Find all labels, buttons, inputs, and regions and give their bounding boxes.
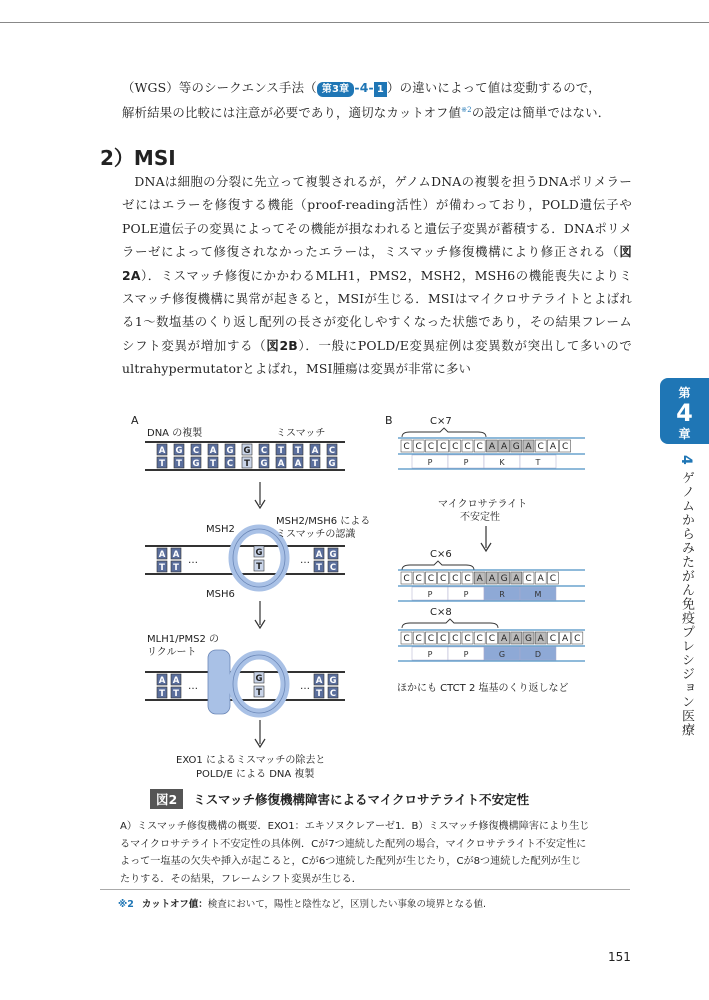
- base-letter: C: [329, 563, 337, 573]
- base-letter: A: [277, 459, 285, 469]
- exo1-label-2: POLD/E による DNA 複製: [196, 769, 315, 780]
- seq-base: A: [501, 634, 508, 644]
- seq-base: C: [415, 634, 422, 644]
- base-letter: C: [192, 446, 200, 456]
- seq-base: C: [452, 574, 459, 584]
- base-letter: A: [209, 446, 217, 456]
- text: （WGS）等のシークエンス手法（: [122, 80, 317, 95]
- base-letter: G: [255, 548, 263, 558]
- panel-a: [131, 414, 370, 780]
- page-number: 151: [608, 950, 631, 964]
- base-letter: G: [329, 676, 337, 686]
- base-letter: G: [192, 459, 200, 469]
- amino-acid: M: [534, 590, 542, 599]
- amino-acid: G: [498, 650, 506, 659]
- base-letter: C: [260, 446, 268, 456]
- figure-caption-body: A）ミスマッチ修復機構の概要．EXO1：エキソヌクレアーゼ1．B）ミスマッチ修復機構障害により生じるマイクロサテライト不安定性の具体例．Cが7つ連続した配列の場合，マイクロサテライト不安定性によって一塩基の欠失や挿入が起こると，Cが6つ連続した配列が生じたり，Cが8つ連続した配列が生じたりする．その結果，フレームシフト変異が生じる．: [120, 821, 590, 885]
- seq-base: C: [403, 634, 410, 644]
- base-letter: A: [158, 550, 166, 560]
- amino-acid: T: [535, 458, 541, 467]
- base-letter: A: [294, 459, 302, 469]
- footnote-divider: [100, 889, 630, 890]
- footnote-mark: ※2: [118, 899, 134, 910]
- base-letter: C: [226, 459, 234, 469]
- seq-base: C: [549, 574, 557, 584]
- figure-ref[interactable]: 図2A: [122, 244, 632, 283]
- seq-base: G: [525, 634, 532, 644]
- amino-acid: P: [427, 590, 433, 599]
- text: DNAは細胞の分裂に先立って複製されるが，ゲノムDNAの複製を担うDNAポリメラーゼにはエラーを修復する機能（proof-reading活性）が備わっており，POLD遺伝子やPOLE遺伝子の変異によってその機能が損なわれると遺伝子変異が蓄積する．DNAポリメラーゼによって修復されなかったエラーは，ミスマッチ修復機構により修正される（: [122, 174, 632, 260]
- text: の設定は簡単ではない．: [471, 105, 611, 121]
- seq-base: A: [537, 634, 544, 644]
- seq-base: C: [427, 442, 435, 452]
- dna-replication-label: DNA の複製: [147, 428, 203, 439]
- exo1-label-1: EXO1 によるミスマッチの除去と: [176, 755, 326, 766]
- seq-base: C: [439, 442, 447, 452]
- base-letter: C: [328, 446, 336, 456]
- base-letter: C: [329, 689, 337, 699]
- seq-base: C: [427, 634, 435, 644]
- c8-label: C×8: [430, 607, 452, 618]
- ellipsis: …: [300, 555, 310, 566]
- seq-base: C: [427, 574, 435, 584]
- seq-base: A: [549, 442, 556, 452]
- seq-base: A: [525, 442, 532, 452]
- c6-label: C×6: [430, 549, 452, 560]
- msh6-label: MSH6: [206, 589, 235, 600]
- footnote: [118, 896, 486, 910]
- figure-ref[interactable]: 図2B: [266, 337, 298, 353]
- tab-prefix: 第: [678, 386, 691, 400]
- text: ）．ミスマッチ修復にかかわるMLH1，PMS2，MSH2，MSH6の機能喪失によりミスマッチ修復機構に異常が起きると，MSIが生じる．MSIはマイクロサテライトとよばれる1～数塩基のくり返し配列の長さが変化しやすくなった状態であり，その結果フレームシフト変異が増加する（: [122, 267, 632, 353]
- tab-suffix: 章: [678, 427, 691, 441]
- panel-a-label: A: [131, 414, 139, 427]
- base-letter: T: [173, 689, 179, 699]
- text: ）．一般にPOLD/E変異症例は変異数が突出して多いのでultrahypermutatorとよばれ，MSI腫瘍は変異が非常に多い: [122, 337, 633, 377]
- base-letter: T: [159, 459, 165, 469]
- seq-base: C: [439, 574, 447, 584]
- amino-acid: P: [427, 458, 433, 467]
- ellipsis: …: [188, 681, 198, 692]
- ellipsis: …: [300, 681, 310, 692]
- base-letter: T: [244, 459, 250, 469]
- base-letter: A: [315, 550, 323, 560]
- footnote-ref[interactable]: ※2: [461, 106, 472, 115]
- seq-base: C: [415, 442, 422, 452]
- seq-base: A: [476, 574, 483, 584]
- amino-acid: P: [463, 650, 469, 659]
- amino-acid: D: [534, 650, 542, 659]
- footnote-text: 検査において，陽性と陰性など，区別したい事象の境界となる値.: [207, 899, 487, 910]
- instability-label-1: マイクロサテライト: [438, 499, 528, 510]
- ref-sep: -: [354, 80, 360, 95]
- seq-base: C: [574, 634, 581, 644]
- seq-base: A: [488, 574, 495, 584]
- seq-base: A: [562, 634, 569, 644]
- amino-acid: P: [463, 458, 469, 467]
- seq-base: C: [452, 634, 459, 644]
- amino-acid: R: [499, 590, 505, 599]
- msh-recognition-label-1: MSH2/MSH6 による: [276, 516, 371, 527]
- instability-label-2: 不安定性: [460, 512, 500, 523]
- base-letter: G: [329, 550, 337, 560]
- ref-sep: -: [368, 80, 374, 95]
- seq-base: C: [452, 442, 459, 452]
- base-letter: T: [176, 459, 182, 469]
- seq-base: C: [415, 574, 422, 584]
- base-letter: A: [158, 676, 166, 686]
- other-repeats-label: ほかにも CTCT 2 塩基のくり返しなど: [397, 683, 569, 694]
- panel-b: [385, 414, 585, 694]
- seq-base: C: [549, 634, 557, 644]
- msh-recognition-label-2: ミスマッチの認識: [276, 529, 356, 540]
- tab-number: 4: [676, 399, 693, 427]
- seq-base: G: [512, 442, 520, 452]
- seq-base: C: [464, 574, 471, 584]
- brace: [402, 619, 498, 628]
- base-letter: A: [172, 676, 180, 686]
- base-letter: T: [316, 563, 322, 573]
- base-letter: T: [312, 459, 318, 469]
- base-letter: G: [243, 446, 251, 456]
- mlh-label-1: MLH1/PMS2 の: [147, 634, 219, 645]
- base-letter: G: [328, 459, 336, 469]
- amino-acid: P: [427, 650, 433, 659]
- base-letter: G: [226, 446, 234, 456]
- base-letter: T: [278, 446, 284, 456]
- base-letter: T: [210, 459, 216, 469]
- seq-base: C: [476, 442, 483, 452]
- base-letter: A: [172, 550, 180, 560]
- seq-base: C: [561, 442, 569, 452]
- panel-b-label: B: [385, 414, 393, 427]
- base-letter: G: [260, 459, 268, 469]
- ref-subsection: 1: [374, 82, 387, 97]
- chapter-ref-badge[interactable]: 第3章: [317, 82, 355, 97]
- seq-base: C: [439, 634, 447, 644]
- amino-acid: P: [463, 590, 469, 599]
- base-letter: A: [311, 446, 319, 456]
- ellipsis: …: [188, 555, 198, 566]
- base-letter: T: [159, 563, 165, 573]
- seq-base: A: [513, 574, 520, 584]
- base-letter: G: [255, 674, 263, 684]
- c7-label: C×7: [430, 416, 452, 427]
- mlh1-pms2-protein: [208, 650, 230, 714]
- caption-title: ミスマッチ修復機構障害によるマイクロサテライト不安定性: [193, 792, 530, 807]
- mlh-label-2: リクルート: [147, 647, 197, 658]
- base-letter: T: [295, 446, 301, 456]
- seq-base: C: [403, 442, 410, 452]
- base-letter: A: [315, 676, 323, 686]
- base-letter: T: [159, 689, 165, 699]
- section-heading: 2）MSI: [100, 146, 176, 170]
- seq-base: C: [537, 442, 544, 452]
- footnote-term: カットオフ値：: [141, 899, 208, 910]
- base-letter: T: [256, 562, 262, 572]
- seq-base: C: [525, 574, 532, 584]
- chapter-number: 4: [678, 455, 694, 466]
- brace: [402, 561, 474, 570]
- chapter-title: ゲノムからみたがん免疫プレシジョン医療: [679, 470, 694, 737]
- msh2-label: MSH2: [206, 524, 235, 535]
- amino-acid: K: [499, 458, 505, 467]
- figure-caption-title: [150, 789, 529, 809]
- seq-base: C: [403, 574, 410, 584]
- mismatch-label: ミスマッチ: [276, 428, 326, 439]
- base-letter: A: [158, 446, 166, 456]
- base-letter: T: [173, 563, 179, 573]
- figure-tag: 図2: [150, 789, 183, 809]
- seq-base: C: [488, 634, 496, 644]
- seq-base: A: [488, 442, 495, 452]
- seq-base: C: [476, 634, 483, 644]
- seq-base: C: [464, 442, 471, 452]
- text: ）の違いによって値は変動するので，: [387, 80, 601, 95]
- base-letter: T: [256, 688, 262, 698]
- brace: [402, 428, 486, 437]
- seq-base: A: [537, 574, 544, 584]
- text: 解析結果の比較には注意が必要であり，適切なカットオフ値: [122, 105, 462, 121]
- seq-base: A: [501, 442, 508, 452]
- ref-section: 4: [359, 80, 369, 95]
- base-letter: G: [175, 446, 183, 456]
- seq-base: A: [513, 634, 520, 644]
- msh-ring-2-outline: [233, 655, 285, 713]
- seq-base: C: [464, 634, 471, 644]
- base-letter: T: [316, 689, 322, 699]
- seq-base: G: [500, 574, 508, 584]
